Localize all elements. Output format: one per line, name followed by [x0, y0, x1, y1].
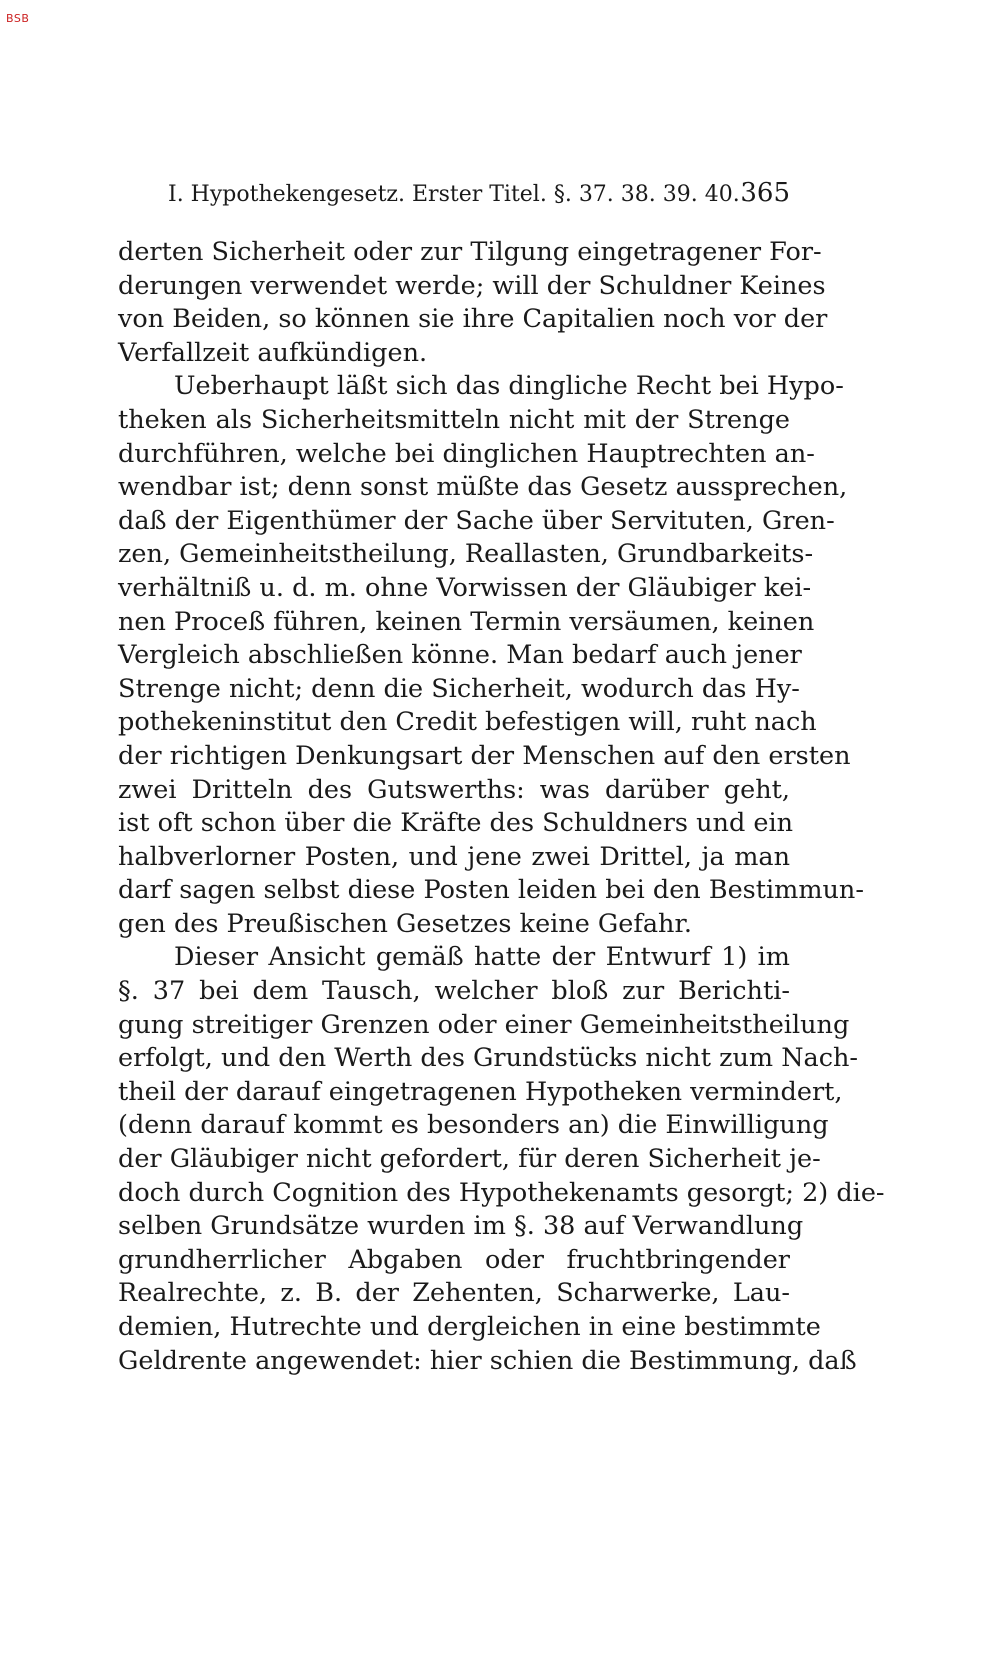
text-line: derungen verwendet werde; will der Schuldner Keines [118, 270, 826, 301]
text-line: der richtigen Denkungsart der Menschen auf den ersten [118, 740, 851, 771]
text-line: §. 37 bei dem Tausch, welcher bloß zur Berichti- [118, 976, 790, 1007]
text-line: Dieser Ansicht gemäß hatte der Entwurf 1) im [174, 942, 790, 973]
text-line: Strenge nicht; denn die Sicherheit, wodurch das Hy- [118, 673, 800, 704]
text-line: zen, Gemeinheitstheilung, Reallasten, Grundbarkeits- [118, 539, 814, 570]
library-mark: BSB [6, 12, 30, 25]
text-line: daß der Eigenthümer der Sache über Servituten, Gren- [118, 505, 835, 536]
text-line: Ueberhaupt läßt sich das dingliche Recht bei Hypo- [174, 371, 844, 402]
text-line: Verfallzeit aufkündigen. [118, 337, 428, 368]
running-title: I. Hypothekengesetz. Erster Titel. §. 37. 38. 39. 40. [168, 182, 740, 207]
text-line: ist oft schon über die Kräfte des Schuldners und ein [118, 808, 794, 839]
text-line: theken als Sicherheitsmitteln nicht mit der Strenge [118, 404, 790, 435]
text-line: (denn darauf kommt es besonders an) die Einwilligung [118, 1110, 829, 1141]
text-line: derten Sicherheit oder zur Tilgung eingetragener For- [118, 237, 822, 267]
page-body [118, 236, 885, 1378]
text-line: durchführen, welche bei dinglichen Hauptrechten an- [118, 438, 815, 469]
text-line: Vergleich abschließen könne. Man bedarf auch jener [118, 640, 802, 671]
text-line: der Gläubiger nicht gefordert, für deren Sicherheit je- [118, 1144, 821, 1175]
text-line: wendbar ist; denn sonst müßte das Gesetz aussprechen, [118, 472, 848, 503]
text-line: halbverlorner Posten, und jene zwei Drittel, ja man [118, 841, 790, 872]
page-number: 365 [740, 178, 790, 208]
text-line: darf sagen selbst diese Posten leiden bei den Bestimmun- [118, 875, 864, 906]
text-line: nen Proceß führen, keinen Termin versäumen, keinen [118, 606, 815, 637]
text-line: gen des Preußischen Gesetzes keine Gefahr. [118, 908, 692, 939]
text-line: gung streitiger Grenzen oder einer Gemeinheitstheilung [118, 1009, 850, 1040]
text-line: doch durch Cognition des Hypothekenamts gesorgt; 2) die- [118, 1177, 885, 1208]
text-line: von Beiden, so können sie ihre Capitalien noch vor der [118, 304, 828, 335]
text-line: verhältniß u. d. m. ohne Vorwissen der Gläubiger kei- [118, 572, 812, 603]
text-line: demien, Hutrechte und dergleichen in eine bestimmte [118, 1312, 821, 1342]
text-line: Geldrente angewendet: hier schien die Bestimmung, daß [118, 1345, 857, 1376]
text-line: erfolgt, und den Werth des Grundstücks nicht zum Nach- [118, 1043, 859, 1074]
text-line: grundherrlicher Abgaben oder fruchtbringender [118, 1244, 790, 1275]
running-header [168, 178, 790, 212]
text-line: pothekeninstitut den Credit befestigen will, ruht nach [118, 707, 817, 738]
text-line: zwei Dritteln des Gutswerths: was darüber geht, [118, 774, 790, 805]
text-line: theil der darauf eingetragenen Hypotheken vermindert, [118, 1076, 843, 1107]
text-line: Realrechte, z. B. der Zehenten, Scharwerke, Lau- [118, 1278, 790, 1309]
text-line: selben Grundsätze wurden im §. 38 auf Verwandlung [118, 1211, 804, 1242]
